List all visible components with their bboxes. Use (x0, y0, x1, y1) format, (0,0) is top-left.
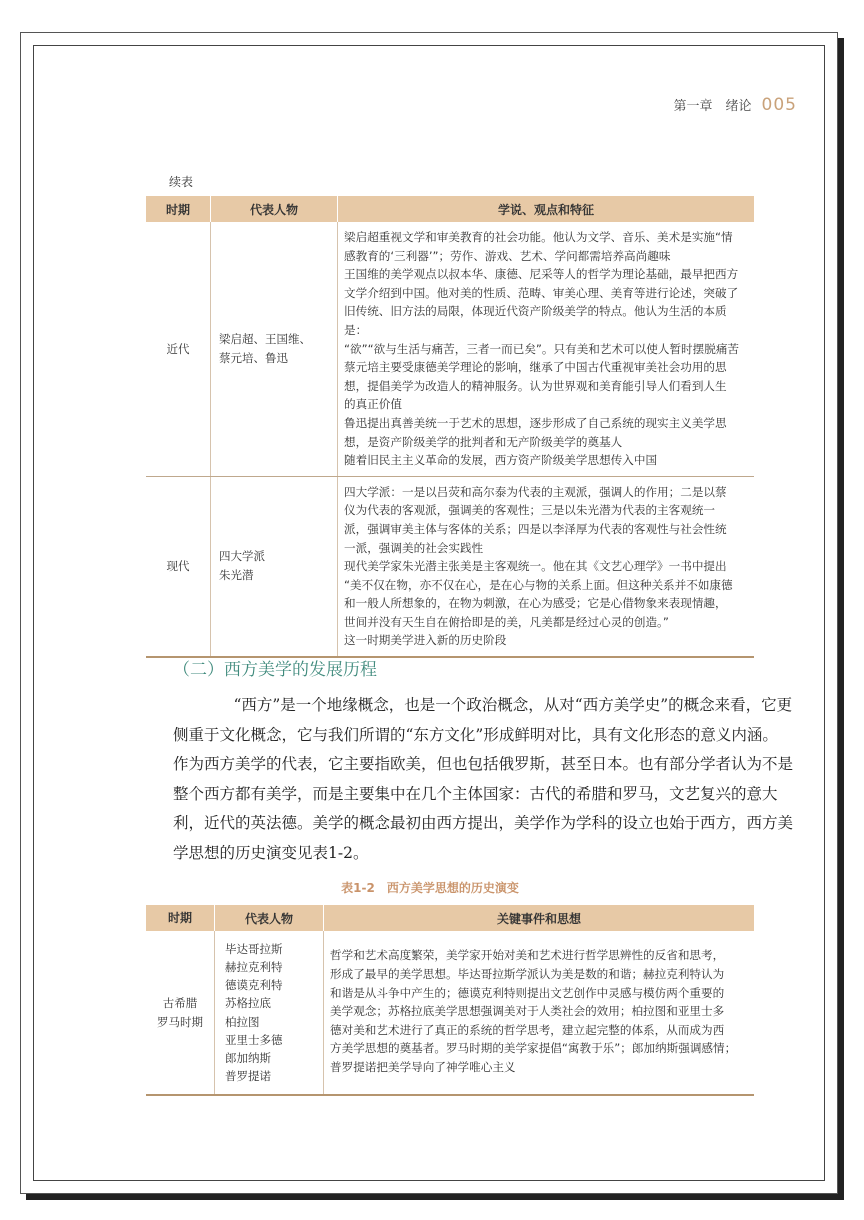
content-line: 随着旧民主主义革命的发展，西方资产阶级美学思想传入中国 (344, 453, 658, 468)
content-line: 文学介绍到中国。他对美的性质、范畴、审美心理、美育等进行论述，突破了 (344, 285, 739, 300)
content-line: 想，是资产阶级美学的批判者和无产阶级美学的奠基人 (344, 434, 623, 449)
figure-line: 柏拉图 (225, 1014, 260, 1029)
period-line: 古希腊 (162, 995, 198, 1010)
header-content: 关键事件和思想 (324, 905, 755, 931)
figure-line: 梁启超、王国维、 (219, 331, 311, 346)
body-paragraph (173, 691, 794, 868)
content-line: 德对美和艺术进行了真正的系统的哲学思考，建立起完整的体系，从而成为西 (330, 1022, 725, 1037)
header-figures: 代表人物 (215, 905, 324, 931)
figure-line: 蔡元培、鲁迅 (219, 350, 288, 365)
book-page (20, 32, 838, 1194)
figures-cell (211, 222, 338, 476)
content-cell (324, 931, 755, 1095)
content-cell (338, 222, 755, 476)
table-1-2 (146, 905, 754, 1096)
content-line: 和一般人所想象的，在物为刺激，在心为感受；它是心借物象来表现情趣， (344, 596, 727, 611)
content-line: 派，强调审美主体与客体的关系；四是以李泽厚为代表的客观性与社会性统 (344, 521, 727, 536)
figure-line: 亚里士多德 (225, 1032, 283, 1047)
content-line: 方美学思想的奠基者。罗马时期的美学家提倡“寓教于乐”；郎加纳斯强调感情； (330, 1041, 737, 1056)
content-line: 和谐是从斗争中产生的；德谟克利特则提出文艺创作中灵感与模仿两个重要的 (330, 985, 725, 1000)
header-period: 时期 (146, 196, 211, 222)
figure-line: 朱光潜 (219, 568, 254, 583)
content-line: 一派，强调美的社会实践性 (344, 540, 484, 555)
content-cell (338, 476, 755, 657)
figure-line: 毕达哥拉斯 (225, 941, 283, 956)
content-line: 普罗提诺把美学导向了神学唯心主义 (330, 1059, 516, 1074)
content-line: 哲学和艺术高度繁荣，美学家开始对美和艺术进行哲学思辨性的反省和思考， (330, 948, 725, 963)
header-period: 时期 (146, 905, 215, 931)
content-line: 的真正价值 (344, 397, 402, 412)
table-row (146, 476, 754, 657)
figure-line: 赫拉克利特 (225, 959, 283, 974)
content-line: 现代美学家朱光潜主张美是主客观统一。他在其《文艺心理学》一书中提出 (344, 559, 727, 574)
table-row (146, 222, 754, 476)
figure-line: 苏格拉底 (225, 996, 271, 1011)
content-line: 这一时期美学进入新的历史阶段 (344, 633, 507, 648)
page-number: 005 (761, 95, 797, 115)
content-line: “欲”“欲与生活与痛苦，三者一而已矣”。只有美和艺术可以使人暂时摆脱痛苦 (344, 341, 740, 356)
period-cell (146, 931, 215, 1095)
content-line: 梁启超重视文学和审美教育的社会功能。他认为文学、音乐、美术是实施“情 (344, 230, 733, 244)
period-line: 罗马时期 (157, 1014, 203, 1029)
content-line: “美不仅在物，亦不仅在心，是在心与物的关系上面。但这种关系并不如康德 (344, 577, 733, 592)
table-header-row (146, 905, 754, 931)
continued-table (146, 196, 754, 658)
content-line: 鲁迅提出真善美统一于艺术的思想，逐步形成了自己系统的现实主义美学思 (344, 415, 727, 430)
table-header-row (146, 196, 754, 222)
figure-line: 普罗提诺 (225, 1069, 271, 1084)
content-line: 蔡元培主要受康德美学理论的影响，继承了中国古代重视审美社会功用的思 (344, 360, 727, 375)
running-head (674, 95, 797, 115)
content-line: 世间并没有天生自在俯拾即是的美，凡美都是经过心灵的创造。” (344, 614, 669, 629)
chapter-title: 第一章 绪论 (673, 99, 752, 114)
paragraph-line: “西方”是一个地缘概念，也是一个政治概念，从对“西方美学史”的概念来看，它更 (233, 696, 793, 714)
figure-line: 德谟克利特 (225, 978, 283, 993)
continued-label: 续表 (169, 175, 194, 189)
content-line: 王国维的美学观点以叔本华、康德、尼采等人的哲学为理论基础，最早把西方 (344, 267, 739, 282)
paragraph-line: 学思想的历史演变见表1-2。 (173, 843, 369, 862)
period-cell: 现代 (146, 476, 211, 657)
paragraph-line: 侧重于文化概念，它与我们所谓的“东方文化”形成鲜明对比，具有文化形态的意义内涵。 (173, 725, 778, 744)
figures-cell (211, 476, 338, 657)
content-line: 感教育的‘三利器’”；劳作、游戏、艺术、学问都需培养高尚趣味 (344, 248, 671, 263)
content-line: 形成了最早的美学思想。毕达哥拉斯学派认为美是数的和谐；赫拉克利特认为 (330, 967, 725, 982)
table-row (146, 931, 754, 1095)
period-cell: 近代 (146, 222, 211, 476)
content-line: 仪为代表的客观派，强调美的客观性；三是以朱光潜为代表的主客观统一 (344, 503, 716, 518)
figures-cell (215, 931, 324, 1095)
figure-line: 四大学派 (219, 549, 265, 564)
content-line: 四大学派：一是以吕荧和高尔泰为代表的主观派，强调人的作用；二是以蔡 (344, 484, 727, 499)
table-caption: 表1-2 西方美学思想的历史演变 (341, 881, 519, 895)
content-line: 美学观念；苏格拉底美学思想强调美对于人类社会的效用；柏拉图和亚里士多 (330, 1004, 725, 1019)
header-figures: 代表人物 (211, 196, 338, 222)
paragraph-line: 利，近代的英法德。美学的概念最初由西方提出，美学作为学科的设立也始于西方，西方美 (173, 814, 794, 832)
paragraph-line: 整个西方都有美学，而是主要集中在几个主体国家：古代的希腊和罗马，文艺复兴的意大 (173, 784, 778, 803)
paragraph-line: 作为西方美学的代表，它主要指欧美，但也包括俄罗斯，甚至日本。也有部分学者认为不是 (173, 755, 794, 773)
content-line: 旧传统、旧方法的局限，体现近代资产阶级美学的特点。他认为生活的本质是： (344, 304, 727, 337)
figure-line: 郎加纳斯 (225, 1050, 271, 1065)
section-title: （二）西方美学的发展历程 (173, 660, 377, 680)
header-content: 学说、观点和特征 (338, 196, 755, 222)
content-line: 想，提倡美学为改造人的精神服务。认为世界观和美育能引导人们看到人生 (344, 378, 727, 393)
